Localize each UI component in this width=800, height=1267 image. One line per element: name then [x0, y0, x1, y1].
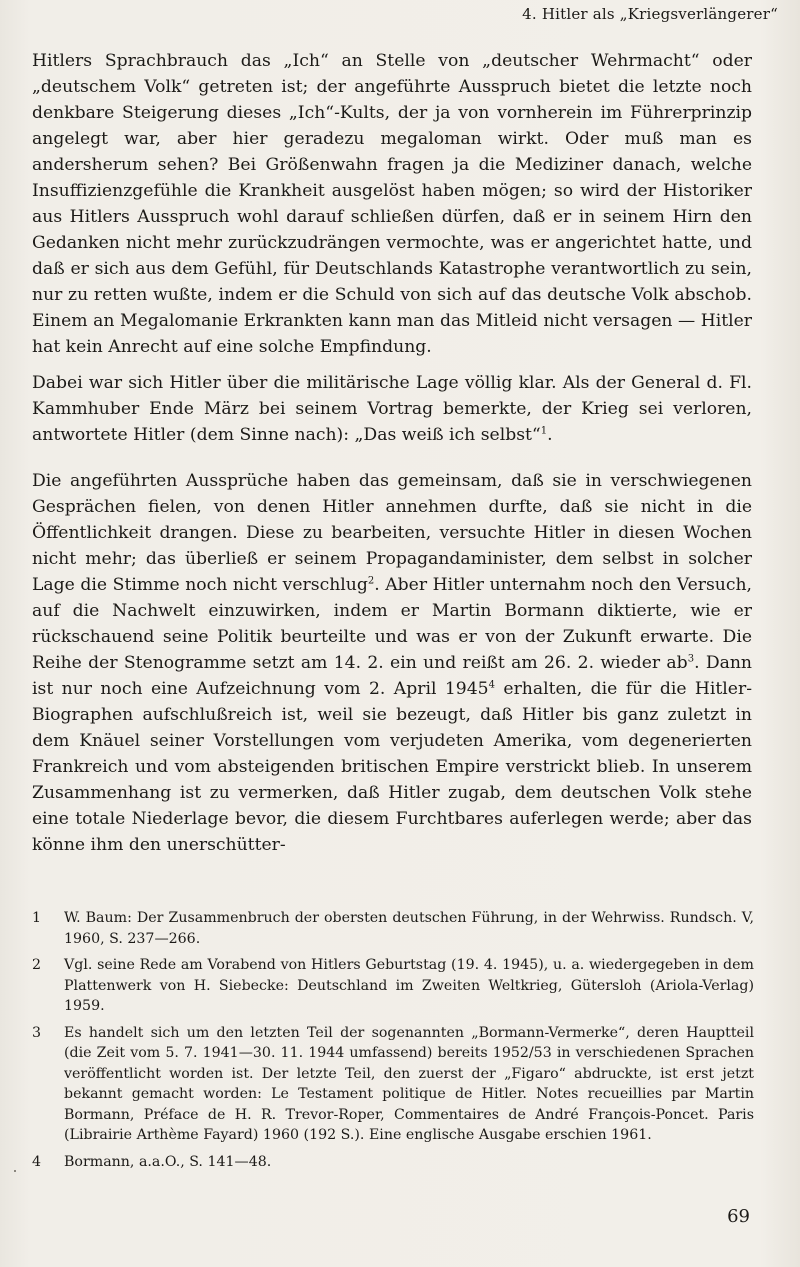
page-number: 69: [727, 1206, 750, 1227]
paragraph-3: [32, 468, 752, 858]
footnote-ref-3[interactable]: 3: [687, 653, 695, 665]
footnote-ref-2[interactable]: 2: [367, 575, 375, 587]
footnote-ref-1[interactable]: 1: [540, 425, 548, 437]
footnote-3: [30, 1023, 754, 1146]
footnote-text: Vgl. seine Rede am Vorabend von Hitlers Geburtstag (19. 4. 1945), u. a. wiedergegeben in dem Plattenwerk von H. Siebecke: Deutschland im Zweiten Weltkrieg, Gütersloh (Ariola-Verlag) 1959.: [64, 957, 754, 1014]
running-head: 4. Hitler als „Kriegsverlängerer“: [522, 5, 778, 23]
footnote-4: [30, 1152, 754, 1173]
body-text: [32, 48, 752, 858]
paragraph-3-text-b: . Aber Hitler unternahm noch den Versuch, auf die Nachwelt einzuwirken, indem er Martin Bormann diktierte, wie er rückschauend seine Politik beurteilte und was er von der Zukunft erwarte. Die Reihe der Stenogramme setzt am 14. 2. ein und reißt am 26. 2. wieder ab: [32, 575, 753, 673]
paragraph-2-text: Dabei war sich Hitler über die militärische Lage völlig klar. Als der General d. Fl. Kammhuber Ende März bei seinem Vortrag bemerkte, der Krieg sei verloren, antwortete Hitler (dem Sinne nach): „Das weiß ich selbst“: [32, 373, 752, 445]
paragraph-1-text: Hitlers Sprachbrauch das „Ich“ an Stelle von „deutscher Wehrmacht“ oder „deutschem Volk“ getreten ist; der angeführte Ausspruch bietet die letzte noch denkbare Steigerung dieses „Ich“-Kults, der ja von vornherein im Führerprinzip angelegt war, aber hier geradezu megaloman wirkt. Oder muß man es andersherum sehen? Bei Größenwahn fragen ja die Mediziner danach, welche Insuffizienzgefühle die Krankheit ausgelöst haben mögen; so wird der Historiker aus Hitlers Ausspruch wohl darauf schließen dürfen, daß er in seinem Hirn den Gedanken nicht mehr zurückzudrängen vermochte, was er angerichtet hatte, und daß er sich aus dem Gefühl, für Deutschlands Katastrophe verantwortlich zu sein, nur zu retten wußte, indem er die Schuld von sich auf das deutsche Volk abschob. Einem an Megalomanie Erkrankten kann man das Mitleid nicht versagen — Hitler hat kein Anrecht auf eine solche Empfindung.: [32, 51, 752, 357]
paragraph-3-text-c: . Dann ist nur noch eine Aufzeichnung vom 2. April 1945: [32, 653, 753, 699]
paragraph-3-text: Die angeführten Aussprüche haben das gemeinsam, daß sie in verschwiegenen Gesprächen fielen, von denen Hitler annehmen durfte, daß sie nicht in die Öffentlichkeit drangen. Diese zu bearbeiten, versuchte Hitler in diesen Wochen nicht mehr; das überließ er seinem Propagandaminister, dem selbst in solcher Lage die Stimme noch nicht verschlug: [32, 471, 752, 595]
footnotes: [30, 908, 754, 1178]
footnote-number: 1: [32, 910, 42, 926]
footnote-number: 3: [32, 1024, 42, 1041]
footnote-2: [30, 955, 754, 1017]
paragraph-1: [32, 48, 752, 360]
footnote-text: W. Baum: Der Zusammenbruch der obersten deutschen Führung, in der Wehrwiss. Rundsch. V, 1960, S. 237—266.: [64, 910, 754, 947]
paragraph-2: [32, 370, 752, 448]
print-speck: [14, 1170, 16, 1172]
footnote-number: 4: [32, 1153, 42, 1170]
footnote-text: Es handelt sich um den letzten Teil der sogenannten „Bormann-Vermerke“, deren Hauptteil (die Zeit vom 5. 7. 1941—30. 11. 1944 umfassend) bereits 1952/53 in verschiedenen Sprachen veröffentlicht worden ist. Der letzte Teil, den zuerst der „Figaro“ abdruckte, ist erst jetzt bekannt gemacht worden: Le Testament politique de Hitler. Notes recueillies par Martin Bormann, Préface de H. R. Trevor-Roper, Commentaires de André François-Poncet. Paris (Librairie Arthème Fayard) 1960 (192 S.). Eine englische Ausgabe erschien 1961.: [64, 1024, 754, 1143]
paragraph-2-end: .: [547, 425, 553, 445]
footnote-1: [30, 908, 754, 949]
footnote-number: 2: [32, 957, 42, 973]
paragraph-3-text-d: erhalten, die für die Hitler-Biographen aufschlußreich ist, weil sie bezeugt, daß Hitler bis ganz zuletzt in dem Knäuel seiner Vorstellungen vom verjudeten Amerika, vom degenerierten Frankreich und vom absteigenden britischen Empire verstrickt blieb. In unserem Zusammenhang ist zu vermerken, daß Hitler zugab, dem deutschen Volk stehe eine totale Niederlage bevor, die diesem Furchtbares auferlegen werde; aber das könne ihm den unerschütter-: [32, 679, 753, 855]
footnote-text: Bormann, a.a.O., S. 141—48.: [64, 1153, 272, 1170]
footnote-ref-4[interactable]: 4: [488, 679, 495, 691]
